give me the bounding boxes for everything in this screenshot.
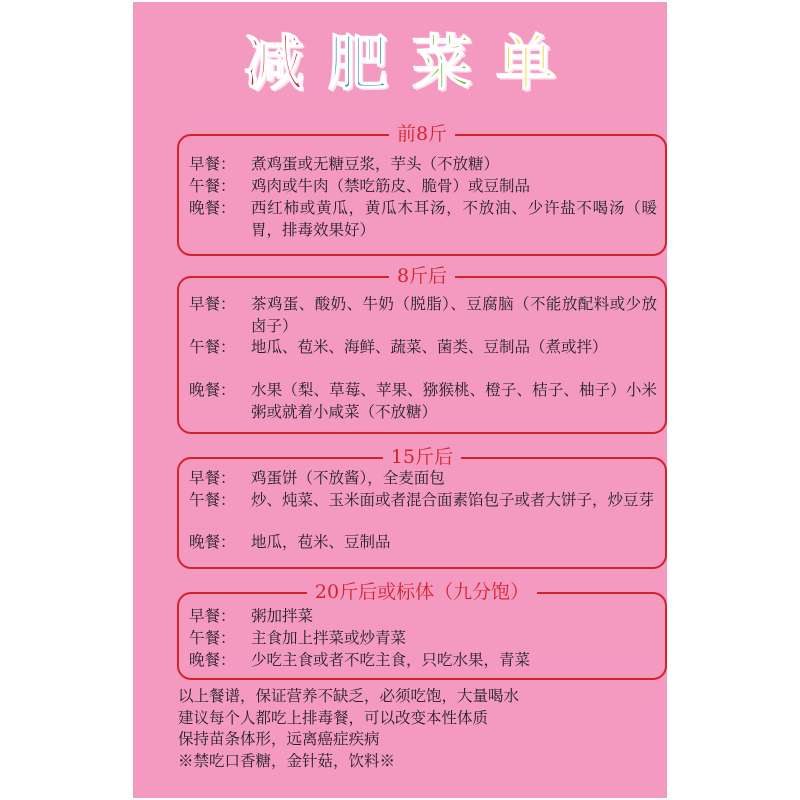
meal-label: 早餐： [189, 295, 236, 313]
meal-label: 午餐： [189, 629, 236, 647]
page-title [133, 24, 667, 104]
footer-notes [178, 686, 658, 772]
title-char-4: 单 [496, 29, 580, 99]
footer-warning: ※禁吃口香糖，金针菇，饮料※ [178, 751, 396, 770]
section-after-20-jin [177, 581, 667, 680]
meal-breakfast [189, 154, 657, 176]
meal-lunch [189, 490, 657, 512]
meal-label: 午餐： [189, 177, 236, 195]
section-heading: 15斤后 [179, 444, 665, 470]
meal-label: 早餐： [189, 155, 236, 173]
meal-lunch [189, 628, 657, 650]
meal-breakfast [189, 294, 657, 337]
meal-text: 鸡蛋饼（不放酱），全麦面包 [251, 469, 445, 487]
title-char-3: 菜 [412, 29, 496, 99]
meal-label: 晚餐： [189, 381, 236, 399]
section-first-8-jin [177, 123, 667, 256]
meal-breakfast [189, 468, 657, 490]
meal-text: 少吃主食或者不吃主食，只吃水果，青菜 [251, 651, 531, 669]
meal-text: 鸡肉或牛肉（禁吃筋皮、脆骨）或豆制品 [251, 177, 531, 195]
meal-label: 晚餐： [189, 199, 236, 217]
meal-text: 西红柿或黄瓜，黄瓜木耳汤，不放油、少许盐不喝汤（暖胃，排毒效果好） [251, 199, 657, 239]
meal-lunch [189, 176, 657, 198]
meal-text: 主食加上拌菜或炒青菜 [251, 629, 407, 647]
meal-label: 早餐： [189, 469, 236, 487]
title-char-2: 肥 [328, 29, 412, 99]
section-after-8-jin [177, 265, 667, 434]
meal-text: 茶鸡蛋、酸奶、牛奶（脱脂）、豆腐脑（不能放配料或少放卤子） [251, 295, 657, 335]
meal-label: 午餐： [189, 491, 236, 509]
meal-dinner [189, 198, 657, 241]
meal-label: 晚餐： [189, 651, 236, 669]
meal-text: 地瓜、苞米、海鲜、蔬菜、菌类、豆制品（煮或拌） [251, 338, 608, 356]
meal-label: 早餐： [189, 607, 236, 625]
meal-dinner [189, 380, 657, 423]
footer-line: 以上餐谱，保证营养不缺乏，必须吃饱，大量喝水 [178, 687, 520, 705]
section-heading: 前8斤 [179, 121, 665, 147]
meal-text: 水果（梨、草莓、苹果、猕猴桃、橙子、桔子、柚子）小米粥或就着小咸菜（不放糖） [251, 381, 657, 421]
meal-dinner [189, 650, 657, 672]
meal-text: 地瓜，苞米、豆制品 [251, 533, 391, 551]
section-after-15-jin [177, 446, 667, 569]
section-heading: 8斤后 [179, 263, 665, 289]
meal-lunch [189, 337, 657, 359]
meal-text: 粥加拌菜 [251, 607, 314, 625]
meal-dinner [189, 532, 657, 554]
meal-text: 炒、炖菜、玉米面或者混合面素馅包子或者大饼子，炒豆芽 [251, 491, 655, 509]
meal-label: 晚餐： [189, 533, 236, 551]
meal-label: 午餐： [189, 338, 236, 356]
meal-breakfast [189, 606, 657, 628]
meal-text: 煮鸡蛋或无糖豆浆，芋头（不放糖） [251, 155, 500, 173]
footer-line: 建议每个人都吃上排毒餐，可以改变本性体质 [178, 708, 489, 727]
poster [133, 2, 667, 798]
title-char-1: 减 [244, 29, 328, 99]
section-heading: 20斤后或标体（九分饱） [179, 579, 665, 605]
footer-line: 保持苗条体形，远离癌症疾病 [178, 730, 380, 748]
